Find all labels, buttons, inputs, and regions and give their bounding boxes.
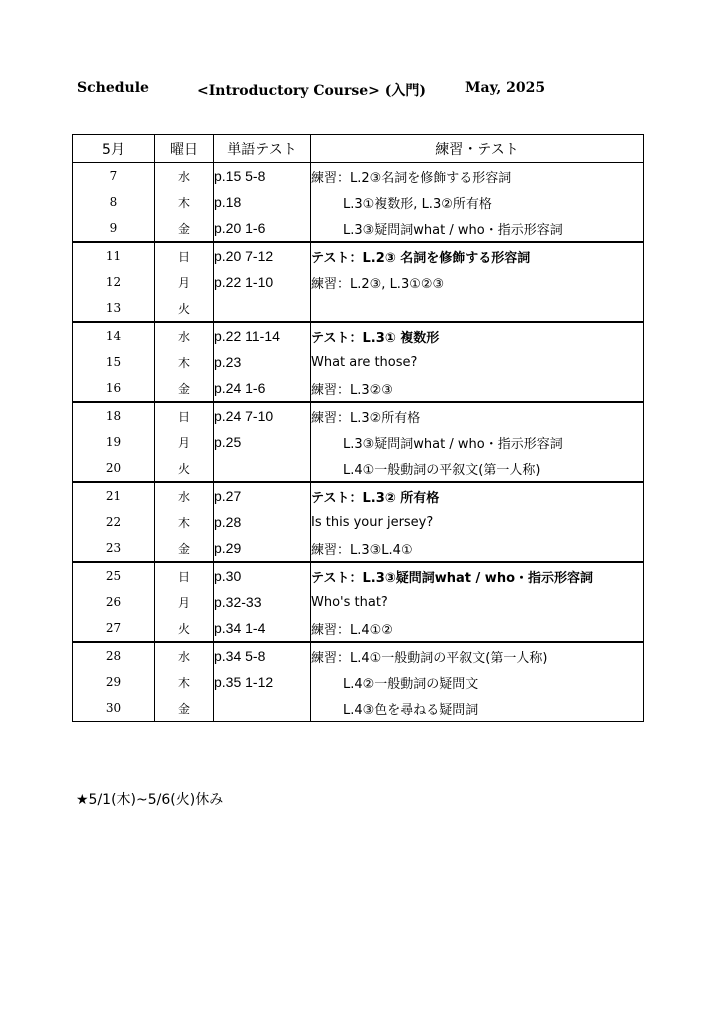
day-cell: 25 (73, 562, 155, 589)
table-row (73, 295, 644, 322)
table-row (73, 215, 644, 242)
schedule-table (72, 134, 644, 722)
day-cell: 8 (73, 189, 155, 215)
table-row (73, 269, 644, 295)
day-cell: 26 (73, 589, 155, 615)
table-row (73, 455, 644, 482)
practice-cell: テスト：L.3① 複数形 (311, 322, 644, 349)
header-course-title: <Introductory Course> (入門) (197, 83, 426, 99)
day-cell: 16 (73, 375, 155, 402)
weekday-cell: 日 (155, 242, 214, 269)
weekday-cell: 水 (155, 163, 214, 190)
table-row (73, 349, 644, 375)
vocab-test-cell: p.18 (214, 189, 311, 215)
day-cell: 15 (73, 349, 155, 375)
vocab-test-cell: p.35 1-12 (214, 669, 311, 695)
table-row (73, 562, 644, 589)
vocab-test-cell: p.24 1-6 (214, 375, 311, 402)
practice-cell: L.4②一般動詞の疑問文 (311, 669, 644, 695)
practice-cell: 練習：L.2③, L.3①②③ (311, 269, 644, 295)
table-row (73, 535, 644, 562)
column-header-weekday: 曜日 (155, 135, 214, 163)
vocab-test-cell: p.15 5-8 (214, 163, 311, 190)
day-cell: 28 (73, 642, 155, 669)
day-cell: 18 (73, 402, 155, 429)
practice-cell: Is this your jersey? (311, 509, 644, 535)
weekday-cell: 水 (155, 322, 214, 349)
weekday-cell: 水 (155, 482, 214, 509)
table-row (73, 402, 644, 429)
practice-cell: 練習：L.2③名詞を修飾する形容詞 (311, 163, 644, 190)
practice-cell: テスト：L.2③ 名詞を修飾する形容詞 (311, 242, 644, 269)
day-cell: 30 (73, 695, 155, 722)
practice-cell: L.4①一般動詞の平叙文(第一人称) (311, 455, 644, 482)
practice-cell: L.3①複数形, L.3②所有格 (311, 189, 644, 215)
weekday-cell: 日 (155, 402, 214, 429)
day-cell: 23 (73, 535, 155, 562)
table-row (73, 615, 644, 642)
vocab-test-cell: p.34 1-4 (214, 615, 311, 642)
table-header-row (73, 135, 644, 163)
weekday-cell: 月 (155, 269, 214, 295)
practice-cell: テスト：L.3② 所有格 (311, 482, 644, 509)
table-row (73, 322, 644, 349)
practice-cell: 練習：L.3②所有格 (311, 402, 644, 429)
vocab-test-cell: p.29 (214, 535, 311, 562)
vocab-test-cell: p.24 7-10 (214, 402, 311, 429)
weekday-cell: 月 (155, 429, 214, 455)
holiday-note: ★5/1(木)~5/6(火)休み (76, 792, 224, 808)
practice-cell: 練習：L.3③L.4① (311, 535, 644, 562)
header-date: May, 2025 (465, 80, 546, 96)
header-schedule-label: Schedule (77, 80, 149, 96)
weekday-cell: 金 (155, 535, 214, 562)
practice-cell: テスト：L.3③疑問詞what / who・指示形容詞 (311, 562, 644, 589)
weekday-cell: 金 (155, 375, 214, 402)
weekday-cell: 木 (155, 349, 214, 375)
weekday-cell: 日 (155, 562, 214, 589)
table-row (73, 375, 644, 402)
weekday-cell: 月 (155, 589, 214, 615)
weekday-cell: 木 (155, 189, 214, 215)
day-cell: 20 (73, 455, 155, 482)
practice-cell: 練習：L.4①一般動詞の平叙文(第一人称) (311, 642, 644, 669)
practice-cell: What are those? (311, 349, 644, 375)
vocab-test-cell: p.22 1-10 (214, 269, 311, 295)
table-row (73, 589, 644, 615)
day-cell: 11 (73, 242, 155, 269)
vocab-test-cell: p.22 11-14 (214, 322, 311, 349)
day-cell: 12 (73, 269, 155, 295)
weekday-cell: 木 (155, 509, 214, 535)
vocab-test-cell (214, 695, 311, 722)
table-row (73, 429, 644, 455)
vocab-test-cell: p.28 (214, 509, 311, 535)
practice-cell: L.3③疑問詞what / who・指示形容詞 (311, 429, 644, 455)
vocab-test-cell: p.32-33 (214, 589, 311, 615)
table-row (73, 189, 644, 215)
day-cell: 21 (73, 482, 155, 509)
weekday-cell: 木 (155, 669, 214, 695)
weekday-cell: 火 (155, 455, 214, 482)
vocab-test-cell: p.20 1-6 (214, 215, 311, 242)
day-cell: 19 (73, 429, 155, 455)
day-cell: 9 (73, 215, 155, 242)
day-cell: 14 (73, 322, 155, 349)
vocab-test-cell: p.25 (214, 429, 311, 455)
vocab-test-cell (214, 455, 311, 482)
weekday-cell: 金 (155, 215, 214, 242)
weekday-cell: 水 (155, 642, 214, 669)
weekday-cell: 火 (155, 615, 214, 642)
vocab-test-cell (214, 295, 311, 322)
day-cell: 13 (73, 295, 155, 322)
vocab-test-cell: p.20 7-12 (214, 242, 311, 269)
column-header-vocab-test: 単語テスト (214, 135, 311, 163)
document-header (0, 80, 720, 104)
weekday-cell: 火 (155, 295, 214, 322)
weekday-cell: 金 (155, 695, 214, 722)
vocab-test-cell: p.34 5-8 (214, 642, 311, 669)
table-row (73, 669, 644, 695)
table-row (73, 163, 644, 190)
practice-cell: L.4③色を尋ねる疑問詞 (311, 695, 644, 722)
table-row (73, 482, 644, 509)
day-cell: 22 (73, 509, 155, 535)
day-cell: 29 (73, 669, 155, 695)
practice-cell: 練習：L.3②③ (311, 375, 644, 402)
practice-cell: L.3③疑問詞what / who・指示形容詞 (311, 215, 644, 242)
day-cell: 7 (73, 163, 155, 190)
vocab-test-cell: p.30 (214, 562, 311, 589)
day-cell: 27 (73, 615, 155, 642)
vocab-test-cell: p.23 (214, 349, 311, 375)
practice-cell: 練習：L.4①② (311, 615, 644, 642)
table-body (73, 163, 644, 722)
table-row (73, 695, 644, 722)
practice-cell: Who's that? (311, 589, 644, 615)
vocab-test-cell: p.27 (214, 482, 311, 509)
practice-cell (311, 295, 644, 322)
column-header-month: 5月 (73, 135, 155, 163)
table-row (73, 642, 644, 669)
table-row (73, 242, 644, 269)
column-header-practice-test: 練習・テスト (311, 135, 644, 163)
table-row (73, 509, 644, 535)
